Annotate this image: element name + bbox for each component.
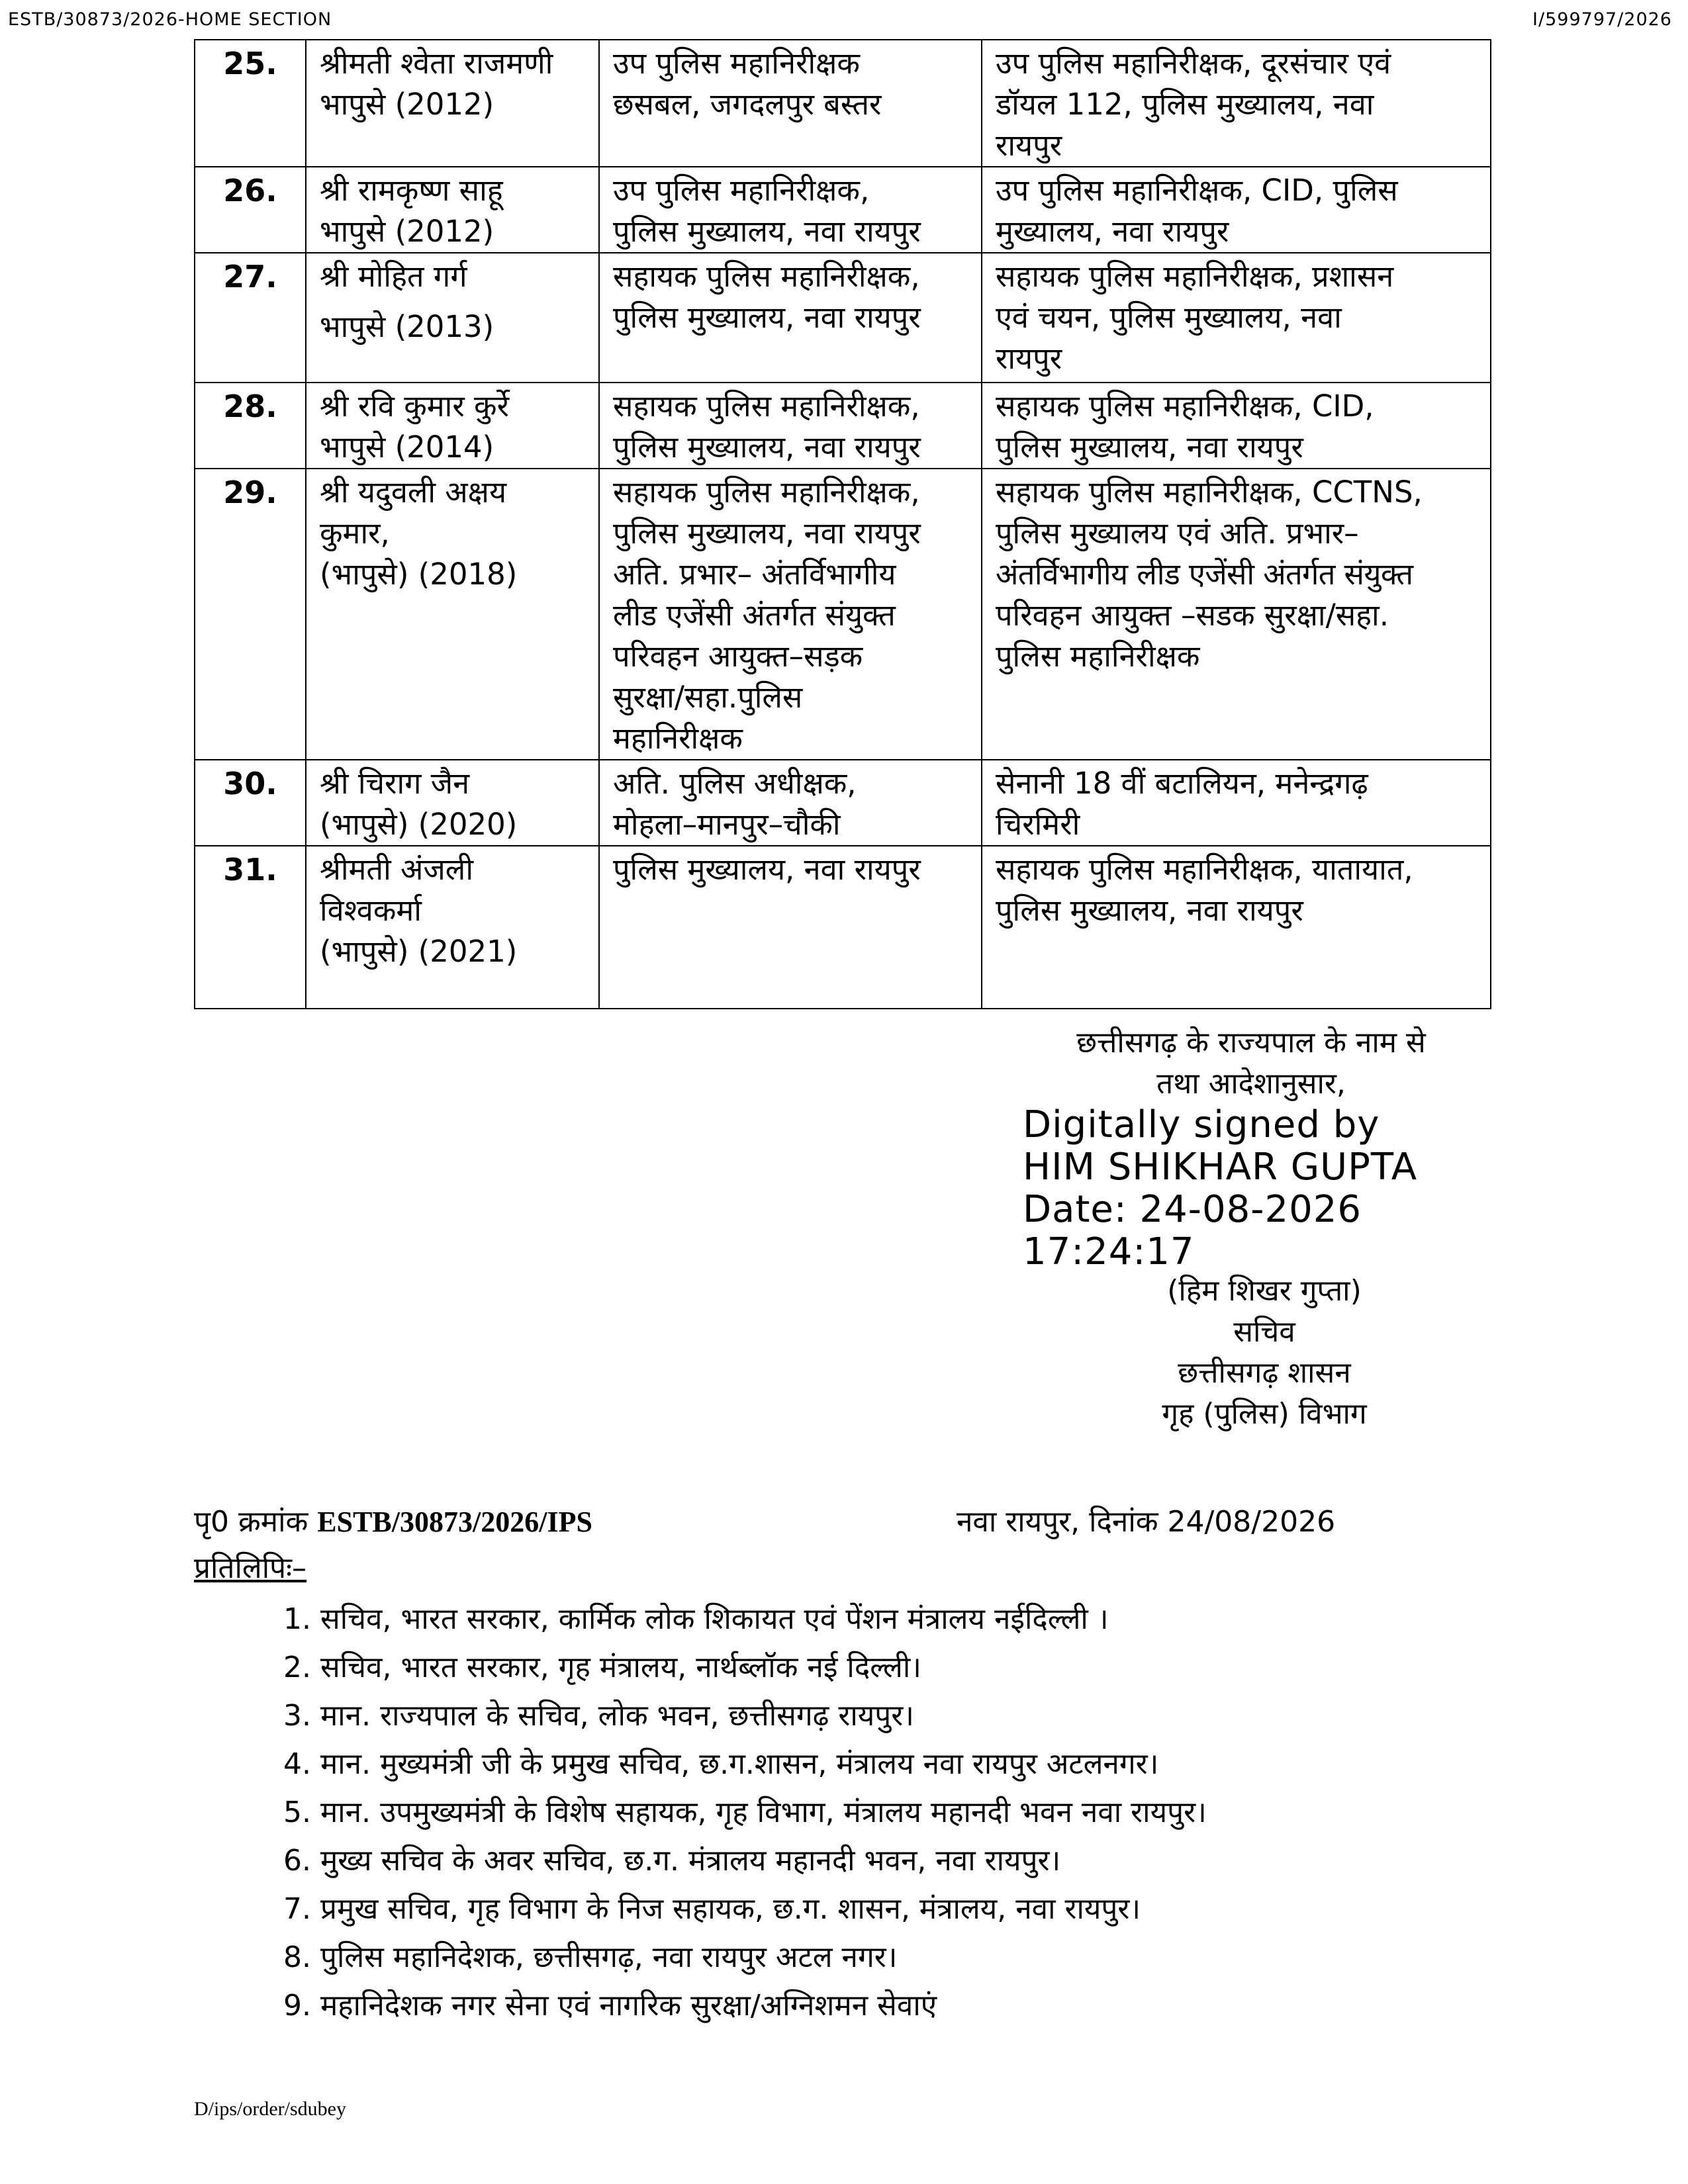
table-row (195, 469, 1491, 760)
table-row (195, 760, 1491, 846)
officer-name-cell (306, 253, 599, 383)
digital-signature-line: Digitally signed by (1023, 1103, 1380, 1146)
new-posting-cell (982, 383, 1491, 469)
officer-name: श्री यदुवली अक्षय (320, 475, 507, 510)
serial-number-cell: 29. (195, 469, 306, 760)
current-posting-line: सहायक पुलिस महानिरीक्षक, (613, 388, 920, 424)
document-reference-header: ESTB/30873/2026-HOME SECTION (8, 9, 332, 30)
officer-cadre: भापुसे (2012) (320, 214, 494, 249)
officer-name-cell (306, 167, 599, 253)
serial-number-cell: 28. (195, 383, 306, 469)
file-path-footer: D/ips/order/sdubey (194, 2098, 346, 2120)
order-line: छत्तीसगढ़ के राज्यपाल के नाम से (1076, 1026, 1426, 1060)
new-posting-cell (982, 469, 1491, 760)
current-posting-cell (599, 383, 982, 469)
list-item: 4. मान. मुख्यमंत्री जी के प्रमुख सचिव, छ.ग.शासन, मंत्रालय नवा रायपुर अटलनगर। (283, 1747, 1159, 1781)
reference-number (194, 1502, 592, 1542)
table-row (195, 40, 1491, 167)
officer-cadre: (भापुसे) (2018) (320, 557, 518, 592)
new-posting-line: सहायक पुलिस महानिरीक्षक, यातायात, (996, 852, 1413, 887)
digital-signature-line: 17:24:17 (1023, 1230, 1195, 1273)
digital-signature-line: Date: 24-08-2026 (1023, 1188, 1362, 1231)
current-posting-line: उप पुलिस महानिरीक्षक, (613, 173, 870, 208)
current-posting-line: मोहला–मानपुर–चौकी (613, 807, 841, 842)
current-posting-line: अति. प्रभार– अंतर्विभागीय (613, 557, 896, 592)
new-posting-line: उप पुलिस महानिरीक्षक, दूरसंचार एवं (996, 46, 1391, 81)
officer-name: श्री चिराग जैन (320, 766, 470, 801)
new-posting-line: पुलिस मुख्यालय, नवा रायपुर (996, 893, 1303, 928)
new-posting-line: अंतर्विभागीय लीड एजेंसी अंतर्गत संयुक्त (996, 557, 1413, 592)
current-posting-line: पुलिस मुख्यालय, नवा रायपुर (613, 430, 921, 465)
list-item: 3. मान. राज्यपाल के सचिव, लोक भवन, छत्तीसगढ़ रायपुर। (283, 1699, 914, 1733)
transfer-orders-table (194, 39, 1491, 1009)
serial-number-cell: 26. (195, 167, 306, 253)
serial-number-cell: 27. (195, 253, 306, 383)
officer-name-cell (306, 40, 599, 167)
new-posting-line: सेनानी 18 वीं बटालियन, मनेन्द्रगढ़ (996, 766, 1368, 801)
new-posting-line: डॉयल 112, पुलिस मुख्यालय, नवा (996, 87, 1374, 122)
new-posting-cell (982, 846, 1491, 1009)
signatory-government: छत्तीसगढ़ शासन (1178, 1356, 1351, 1390)
table-row (195, 253, 1491, 383)
serial-number-cell: 30. (195, 760, 306, 846)
officer-name: श्री मोहित गर्ग (320, 259, 467, 294)
current-posting-line: पुलिस मुख्यालय, नवा रायपुर (613, 300, 921, 335)
current-posting-line: पुलिस मुख्यालय, नवा रायपुर (613, 516, 921, 551)
copy-to-title: प्रतिलिपिः– (194, 1551, 307, 1585)
current-posting-line: सहायक पुलिस महानिरीक्षक, (613, 259, 920, 294)
list-item: 2. सचिव, भारत सरकार, गृह मंत्रालय, नार्थब्लॉक नई दिल्ली। (283, 1651, 921, 1684)
digital-signature-line: HIM SHIKHAR GUPTA (1023, 1146, 1418, 1189)
officer-name: कुमार, (320, 516, 390, 551)
current-posting-line: सहायक पुलिस महानिरीक्षक, (613, 475, 920, 510)
new-posting-cell (982, 760, 1491, 846)
list-item: 6. मुख्य सचिव के अवर सचिव, छ.ग. मंत्रालय महानदी भवन, नवा रायपुर। (283, 1844, 1061, 1878)
current-posting-line: पुलिस मुख्यालय, नवा रायपुर (613, 852, 921, 887)
new-posting-cell (982, 253, 1491, 383)
new-posting-line: चिरमिरी (996, 807, 1080, 842)
new-posting-line: रायपुर (996, 341, 1062, 376)
list-item: 7. प्रमुख सचिव, गृह विभाग के निज सहायक, छ.ग. शासन, मंत्रालय, नवा रायपुर। (283, 1892, 1141, 1926)
list-item: 9. महानिदेशक नगर सेना एवं नागरिक सुरक्षा/अग्निशमन सेवाएं (283, 1989, 937, 2023)
list-item: 8. पुलिस महानिदेशक, छत्तीसगढ़, नवा रायपुर अटल नगर। (283, 1940, 898, 1974)
new-posting-line: एवं चयन, पुलिस मुख्यालय, नवा (996, 300, 1342, 335)
current-posting-line: महानिरीक्षक (613, 721, 743, 756)
current-posting-cell (599, 40, 982, 167)
signatory-department: गृह (पुलिस) विभाग (1162, 1397, 1367, 1431)
officer-cadre: भापुसे (2014) (320, 430, 494, 465)
inward-number-header: I/599797/2026 (1532, 9, 1672, 30)
list-item: 1. सचिव, भारत सरकार, कार्मिक लोक शिकायत एवं पेंशन मंत्रालय नईदिल्ली । (283, 1602, 1109, 1636)
new-posting-line: मुख्यालय, नवा रायपुर (996, 214, 1229, 249)
serial-number-cell: 25. (195, 40, 306, 167)
officer-name: श्री रामकृष्ण साहू (320, 173, 503, 208)
current-posting-line: अति. पुलिस अधीक्षक, (613, 766, 857, 801)
officer-name: श्रीमती श्वेता राजमणी (320, 46, 553, 81)
new-posting-line: सहायक पुलिस महानिरीक्षक, प्रशासन (996, 259, 1394, 294)
current-posting-line: छसबल, जगदलपुर बस्तर (613, 87, 882, 122)
order-authority-text (1019, 1023, 1483, 1105)
officer-name-cell (306, 846, 599, 1009)
new-posting-cell (982, 167, 1491, 253)
table-row (195, 167, 1491, 253)
current-posting-cell (599, 469, 982, 760)
current-posting-cell (599, 760, 982, 846)
current-posting-line: परिवहन आयुक्त–सड़क (613, 639, 863, 674)
new-posting-line: सहायक पुलिस महानिरीक्षक, CCTNS, (996, 475, 1423, 510)
reference-prefix: पृ0 क्रमांक (194, 1505, 308, 1539)
new-posting-cell (982, 40, 1491, 167)
new-posting-line: परिवहन आयुक्त –सडक सुरक्षा/सहा. (996, 598, 1389, 633)
new-posting-line: रायपुर (996, 128, 1062, 163)
digital-signature (1023, 1104, 1417, 1273)
officer-cadre: भापुसे (2012) (320, 87, 494, 122)
officer-name-cell (306, 760, 599, 846)
new-posting-line: पुलिस महानिरीक्षक (996, 639, 1200, 674)
reference-code: ESTB/30873/2026/IPS (317, 1506, 592, 1538)
current-posting-cell (599, 167, 982, 253)
signatory-designation: सचिव (1233, 1315, 1295, 1349)
officer-name: श्रीमती अंजली (320, 852, 473, 887)
table-row (195, 383, 1491, 469)
signatory-block (1072, 1271, 1456, 1435)
current-posting-line: उप पुलिस महानिरीक्षक (613, 46, 860, 81)
order-line: तथा आदेशानुसार, (1156, 1067, 1346, 1101)
officer-name-cell (306, 383, 599, 469)
current-posting-cell (599, 253, 982, 383)
transfer-orders-body (195, 40, 1491, 1009)
officer-cadre: भापुसे (2013) (320, 309, 494, 344)
list-item: 5. मान. उपमुख्यमंत्री के विशेष सहायक, गृह विभाग, मंत्रालय महानदी भवन नवा रायपुर। (283, 1796, 1207, 1829)
officer-name: श्री रवि कुमार कुर्रे (320, 388, 510, 424)
officer-name-cell (306, 469, 599, 760)
officer-cadre: (भापुसे) (2020) (320, 807, 518, 842)
current-posting-line: लीड एजेंसी अंतर्गत संयुक्त (613, 598, 896, 633)
new-posting-line: पुलिस मुख्यालय, नवा रायपुर (996, 430, 1303, 465)
new-posting-line: पुलिस मुख्यालय एवं अति. प्रभार– (996, 516, 1359, 551)
current-posting-cell (599, 846, 982, 1009)
current-posting-line: सुरक्षा/सहा.पुलिस (613, 680, 803, 715)
new-posting-line: सहायक पुलिस महानिरीक्षक, CID, (996, 388, 1374, 424)
signatory-name: (हिम शिखर गुप्ता) (1167, 1274, 1362, 1308)
officer-cadre: (भापुसे) (2021) (320, 934, 518, 969)
reference-place-date: नवा रायपुर, दिनांक 24/08/2026 (957, 1505, 1336, 1539)
current-posting-line: पुलिस मुख्यालय, नवा रायपुर (613, 214, 921, 249)
table-row (195, 846, 1491, 1009)
new-posting-line: उप पुलिस महानिरीक्षक, CID, पुलिस (996, 173, 1398, 208)
copy-to-list (283, 1595, 1207, 2030)
officer-name: विश्वकर्मा (320, 893, 422, 928)
serial-number-cell: 31. (195, 846, 306, 1009)
